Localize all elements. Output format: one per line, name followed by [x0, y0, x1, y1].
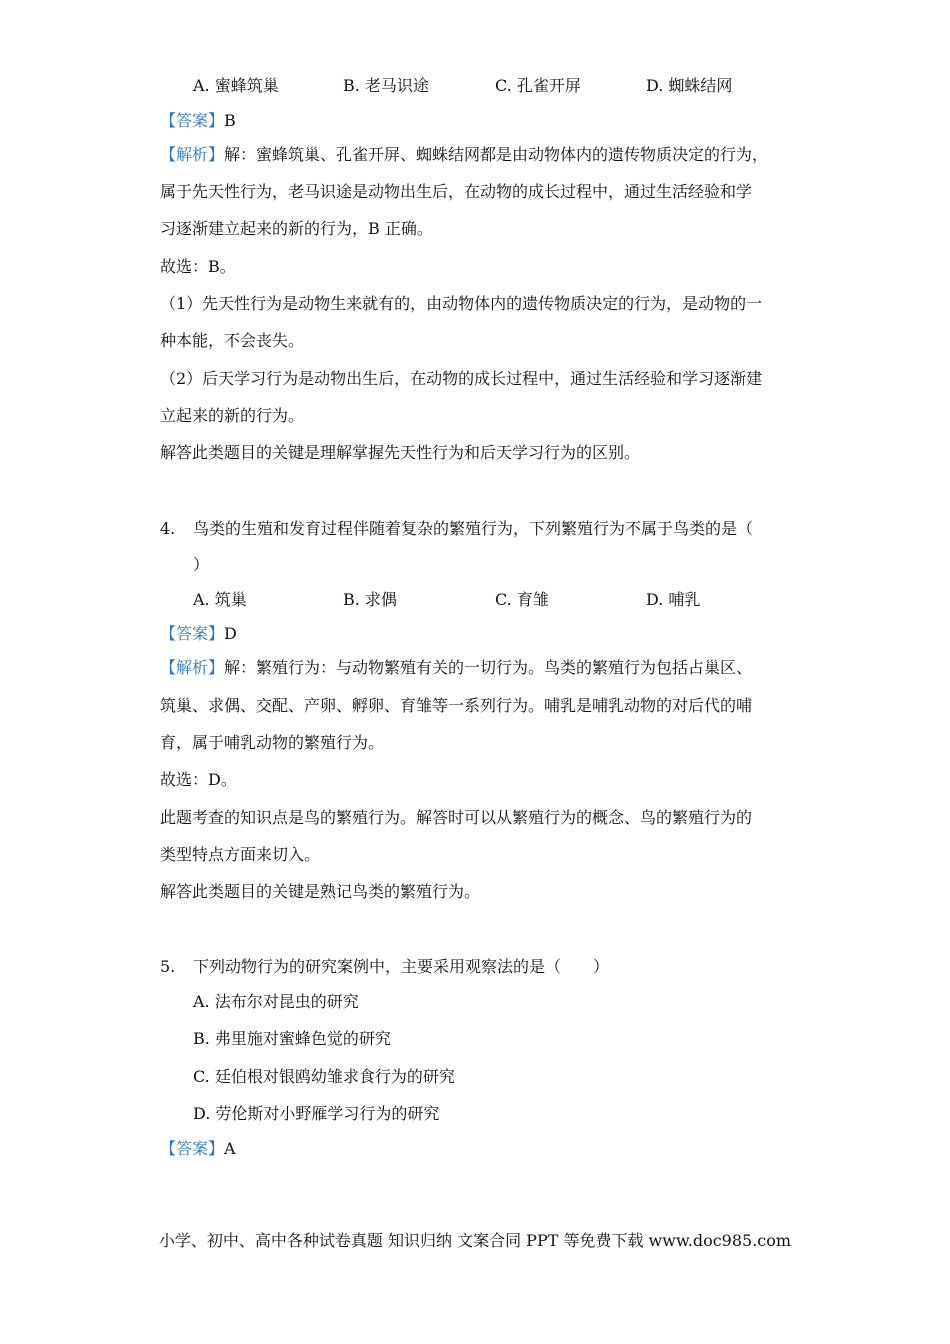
answer-value: A: [224, 1139, 236, 1158]
q3-answer: [160, 110, 236, 132]
q3-note-2: 种本能，不会丧失。: [160, 331, 305, 350]
q5-option-b: B. 弗里施对蜜蜂色觉的研究: [193, 1029, 391, 1048]
q3-option-d: D. 蜘蛛结网: [646, 76, 733, 95]
q4-note-1: 此题考查的知识点是鸟的繁殖行为。解答时可以从繁殖行为的概念、鸟的繁殖行为的: [160, 808, 753, 827]
q3-note-3: （2）后天学习行为是动物出生后，在动物的成长过程中，通过生活经验和学习逐渐建: [160, 369, 763, 388]
q3-analysis-line-1: [160, 144, 768, 166]
q3-note-4: 立起来的新的行为。: [160, 406, 305, 425]
q4-stem: 鸟类的生殖和发育过程伴随着复杂的繁殖行为，下列繁殖行为不属于鸟类的是（: [193, 519, 754, 538]
q3-choose: 故选：B。: [160, 257, 236, 276]
q4-answer: [160, 623, 237, 645]
q3-analysis-line-3: 习逐渐建立起来的新的行为，B 正确。: [160, 219, 433, 238]
q5-option-c: C. 廷伯根对银鸥幼雏求食行为的研究: [193, 1067, 455, 1086]
page-footer: 小学、初中、高中各种试卷真题 知识归纳 文案合同 PPT 等免费下载 www.doc985.com: [158, 1231, 792, 1250]
q4-option-d: D. 哺乳: [646, 590, 701, 609]
q3-analysis-line-2: 属于先天性行为，老马识途是动物出生后，在动物的成长过程中，通过生活经验和学: [160, 182, 753, 201]
q5-answer: [160, 1138, 236, 1160]
q4-note-3: 解答此类题目的关键是熟记鸟类的繁殖行为。: [160, 882, 481, 901]
q4-option-a: A. 筑巢: [193, 590, 247, 609]
q4-number: 4.: [160, 519, 176, 538]
q4-note-2: 类型特点方面来切入。: [160, 845, 321, 864]
q5-stem: 下列动物行为的研究案例中，主要采用观察法的是（ ）: [193, 957, 610, 976]
q3-note-5: 解答此类题目的关键是理解掌握先天性行为和后天学习行为的区别。: [160, 443, 641, 462]
analysis-tag: 【解析】: [160, 145, 225, 164]
analysis-text: 解：繁殖行为：与动物繁殖有关的一切行为。鸟类的繁殖行为包括占巢区、: [224, 658, 753, 677]
q3-option-a: A. 蜜蜂筑巢: [193, 76, 279, 95]
answer-tag: 【答案】: [160, 111, 225, 130]
q5-number: 5.: [160, 957, 176, 976]
q4-analysis-line-2: 筑巢、求偶、交配、产卵、孵卵、育雏等一系列行为。哺乳是哺乳动物的对后代的哺: [160, 696, 753, 715]
q4-option-b: B. 求偶: [343, 590, 397, 609]
answer-tag: 【答案】: [160, 624, 225, 643]
q4-option-c: C. 育雏: [495, 590, 549, 609]
q4-stem-cont: ）: [193, 555, 210, 574]
q5-option-a: A. 法布尔对昆虫的研究: [193, 992, 359, 1011]
q4-analysis-line-1: [160, 657, 752, 679]
q3-note-1: （1）先天性行为是动物生来就有的，由动物体内的遗传物质决定的行为，是动物的一: [160, 294, 763, 313]
q3-option-c: C. 孔雀开屏: [495, 76, 581, 95]
answer-tag: 【答案】: [160, 1139, 225, 1158]
answer-value: D: [224, 624, 237, 643]
analysis-tag: 【解析】: [160, 658, 225, 677]
analysis-text: 解：蜜蜂筑巢、孔雀开屏、蜘蛛结网都是由动物体内的遗传物质决定的行为，: [224, 145, 769, 164]
q5-option-d: D. 劳伦斯对小野雁学习行为的研究: [193, 1104, 440, 1123]
q4-analysis-line-3: 育，属于哺乳动物的繁殖行为。: [160, 733, 385, 752]
answer-value: B: [224, 111, 236, 130]
q4-choose: 故选：D。: [160, 770, 237, 789]
q3-option-b: B. 老马识途: [343, 76, 429, 95]
